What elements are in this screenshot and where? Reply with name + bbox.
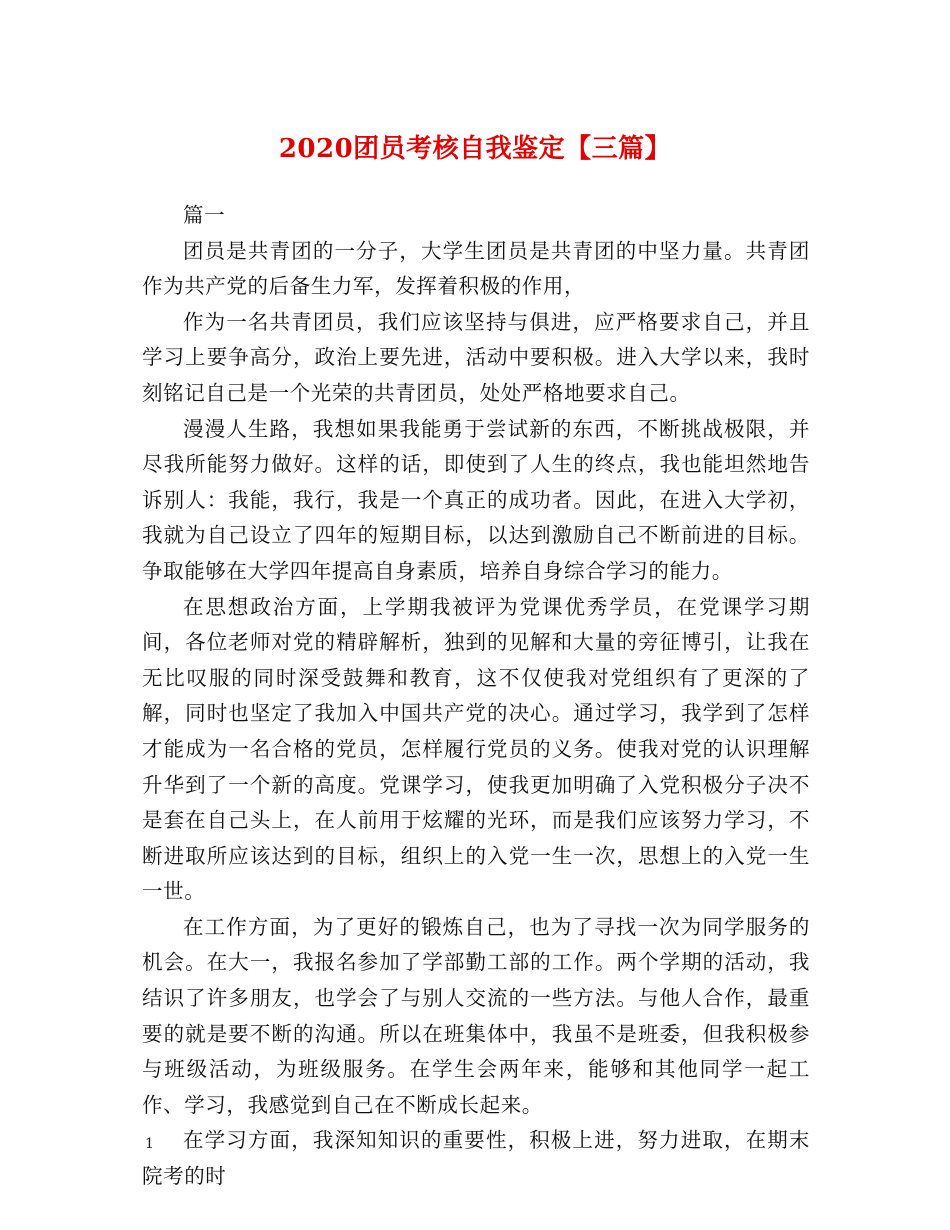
document-body bbox=[142, 198, 810, 1195]
page-number: 1 bbox=[145, 1136, 154, 1152]
paragraph: 在思想政治方面，上学期我被评为党课优秀学员，在党课学习期间，各位老师对党的精辟解析，独到的见解和大量的旁征博引，让我在无比叹服的同时深受鼓舞和教育，这不仅使我对党组织有了更深的了解，同时也坚定了我加入中国共产党的决心。通过学习，我学到了怎样才能成为一名合格的党员，怎样履行党员的义务。使我对党的认识理解升华到了一个新的高度。党课学习，使我更加明确了入党积极分子决不是套在自己头上，在人前用于炫耀的光环，而是我们应该努力学习，不断进取所应该达到的目标，组织上的入党一生一次，思想上的入党一生一世。 bbox=[142, 594, 810, 904]
paragraph: 在工作方面，为了更好的锻炼自己，也为了寻找一次为同学服务的机会。在大一，我报名参加了学部勤工部的工作。两个学期的活动，我结识了许多朋友，也学会了与别人交流的一些方法。与他人合作，最重要的就是要不断的沟通。所以在班集体中，我虽不是班委，但我积极参与班级活动，为班级服务。在学生会两年来，能够和其他同学一起工作、学习，我感觉到自己在不断成长起来。 bbox=[142, 914, 810, 1117]
section-heading: 篇一 bbox=[183, 203, 226, 227]
paragraph: 漫漫人生路，我想如果我能勇于尝试新的东西，不断挑战极限，并尽我所能努力做好。这样的话，即使到了人生的终点，我也能坦然地告诉别人：我能，我行，我是一个真正的成功者。因此，在进入大学初，我就为自己设立了四年的短期目标，以达到激励自己不断前进的目标。争取能够在大学四年提高自身素质，培养自身综合学习的能力。 bbox=[142, 416, 810, 583]
document-title: 2020团员考核自我鉴定【三篇】 bbox=[278, 134, 672, 164]
paragraph: 团员是共青团的一分子，大学生团员是共青团的中坚力量。共青团作为共产党的后备生力军，发挥着积极的作用， bbox=[142, 238, 810, 299]
paragraph: 作为一名共青团员，我们应该坚持与俱进，应严格要求自己，并且学习上要争高分，政治上要先进，活动中要积极。进入大学以来，我时刻铭记自己是一个光荣的共青团员，处处严格地要求自己。 bbox=[142, 309, 810, 405]
paragraph: 在学习方面，我深知知识的重要性，积极上进，努力进取，在期末院考的时 bbox=[142, 1128, 810, 1189]
